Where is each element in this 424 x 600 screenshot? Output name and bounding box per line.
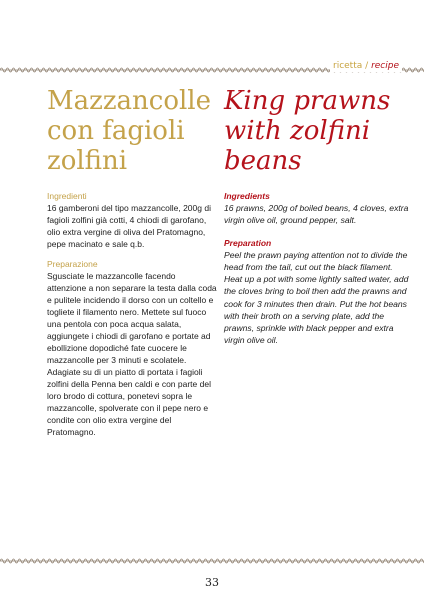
preparation-text-italian: Sgusciate le mazzancolle facendo attenzione a non separare la testa dalla coda e pulitele incidendo il dorso con un coltello e togliete il filamento nero. Mettete sul fuoco una pentola con poca acqua salata, aggiungete i chiodi di garofano e portate ad ebollizione dopodiché fate cuocere le mazzancolle per 3 minuti e scolatele. Adagiate su di un piatto di portata i fagioli zolfini della Penna ben caldi e con parte del loro brodo di cottura, ponetevi sopra le mazzancolle, spolverate con il pepe nero e condite con olio extra vergine del Pratomagno. (47, 271, 217, 437)
section-tag (330, 60, 402, 72)
title-english: King prawns with zolfini beans (224, 86, 391, 176)
preparation-heading-italian: Preparazione (47, 259, 98, 269)
italian-column (47, 190, 217, 446)
english-column (224, 190, 412, 356)
section-tag-separator: / (365, 61, 369, 71)
preparation-text-english: Peel the prawn paying attention not to divide the head from the tail, cut out the black filament. Heat up a pot with some lightly salted water, add the cloves bring to boil then add the prawns and cook for 3 minutes then drain. Put the hot beans with their broth on a serving plate, add the prawns, sprinkle with black pepper and extra virgin olive oil. (224, 249, 409, 346)
decorative-border-bottom (0, 555, 424, 567)
ingredients-text-italian: 16 gamberoni del tipo mazzancolle, 200g di fagioli zolfini già cotti, 4 chiodi di garofano, olio extra vergine di oliva del Pratomagno, pepe macinato e sale q.b. (47, 203, 211, 249)
preparation-heading-english: Preparation (224, 237, 272, 248)
ingredients-heading-english: Ingredients (224, 191, 270, 201)
page-number: 33 (205, 576, 219, 589)
section-tag-english: recipe (371, 61, 399, 71)
ingredients-text-english: 16 prawns, 200g of boiled beans, 4 cloves, extra virgin olive oil, ground pepper, salt. (224, 203, 409, 226)
title-italian: Mazzancolle con fagioli zolfini (47, 86, 211, 176)
section-tag-italian: ricetta (333, 61, 363, 71)
ingredients-heading-italian: Ingredienti (47, 191, 87, 201)
